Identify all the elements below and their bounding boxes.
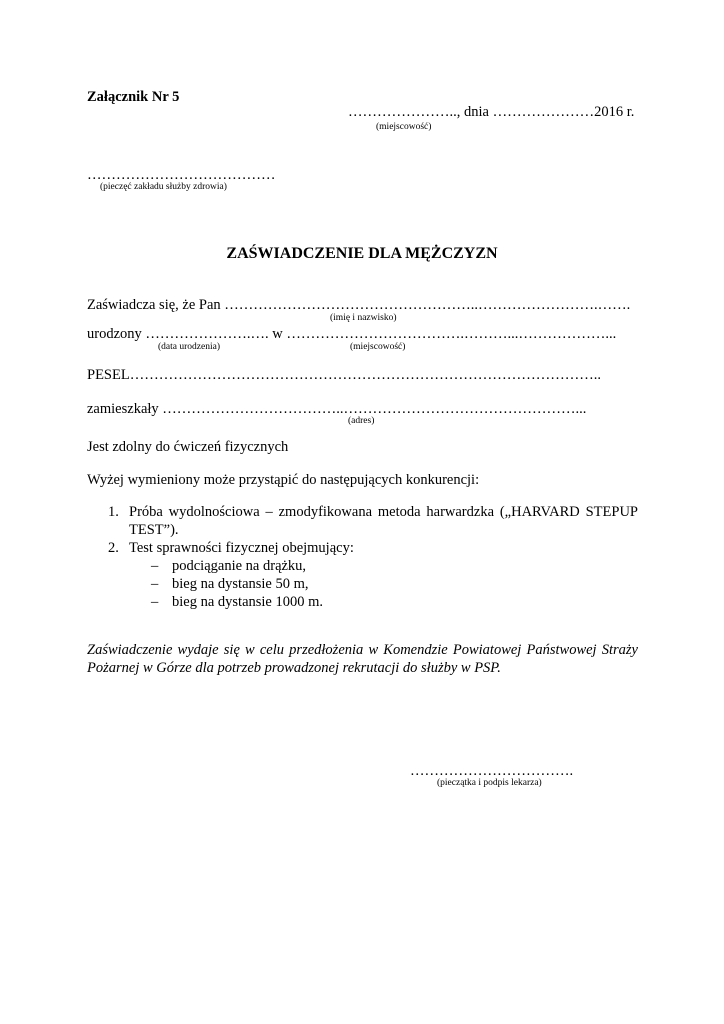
list-item-2: Test sprawności fizycznej obejmujący: [129,540,354,556]
annex-number: Załącznik Nr 5 [87,89,180,105]
place-date-line: ………………….., dnia …………………2016 r. [348,104,635,120]
sub-item-run-1000m: bieg na dystansie 1000 m. [172,594,324,610]
document-title: ZAŚWIADCZENIE DLA MĘŻCZYZN [226,245,498,262]
address-caption: (adres) [348,416,375,426]
list-item-1-line1: Próba wydolnościowa – zmodyfikowana metoda harwardzka („HARVARD STEPUP [129,504,638,520]
address-line: zamieszkały ………………………………..…………………………………………... [87,401,587,417]
signature-caption: (pieczątka i podpis lekarza) [437,778,542,788]
competitions-intro: Wyżej wymieniony może przystąpić do następujących konkurencji: [87,472,480,488]
list-item-1-line2: TEST”). [129,522,179,538]
dash-bullet: – [151,594,159,610]
fitness-statement: Jest zdolny do ćwiczeń fizycznych [87,439,289,455]
purpose-statement: Zaświadczenie wydaje się w celu przedłożenia w Komendzie Powiatowej Państwowej Straży Pożarnej w Górze dla potrzeb prowadzonej rekrutacji do służby w PSP. [87,642,638,676]
signature-dots: ……………………………. [410,763,574,779]
sub-item-run-50m: bieg na dystansie 50 m, [172,576,309,592]
birth-line: urodzony ………………….…. w ……………………………….………...………………... [87,326,617,342]
stamp-dots: ………………………………… [87,167,276,183]
sub-item-pullups: podciąganie na drążku, [172,558,307,574]
list-number-1: 1. [108,504,119,520]
dash-bullet: – [151,558,159,574]
dash-bullet: – [151,576,159,592]
stamp-caption: (pieczęć zakładu służby zdrowia) [100,182,227,192]
list-number-2: 2. [108,540,119,556]
name-line: Zaświadcza się, że Pan ……………………………………………..…………………….……. [87,297,631,313]
name-caption: (imię i nazwisko) [330,313,397,323]
birthplace-caption: (miejscowość) [350,342,406,352]
place-caption: (miejscowość) [376,122,432,132]
pesel-line: PESEL…………………………………………………………………………………….. [87,367,601,383]
birthdate-caption: (data urodzenia) [158,342,220,352]
